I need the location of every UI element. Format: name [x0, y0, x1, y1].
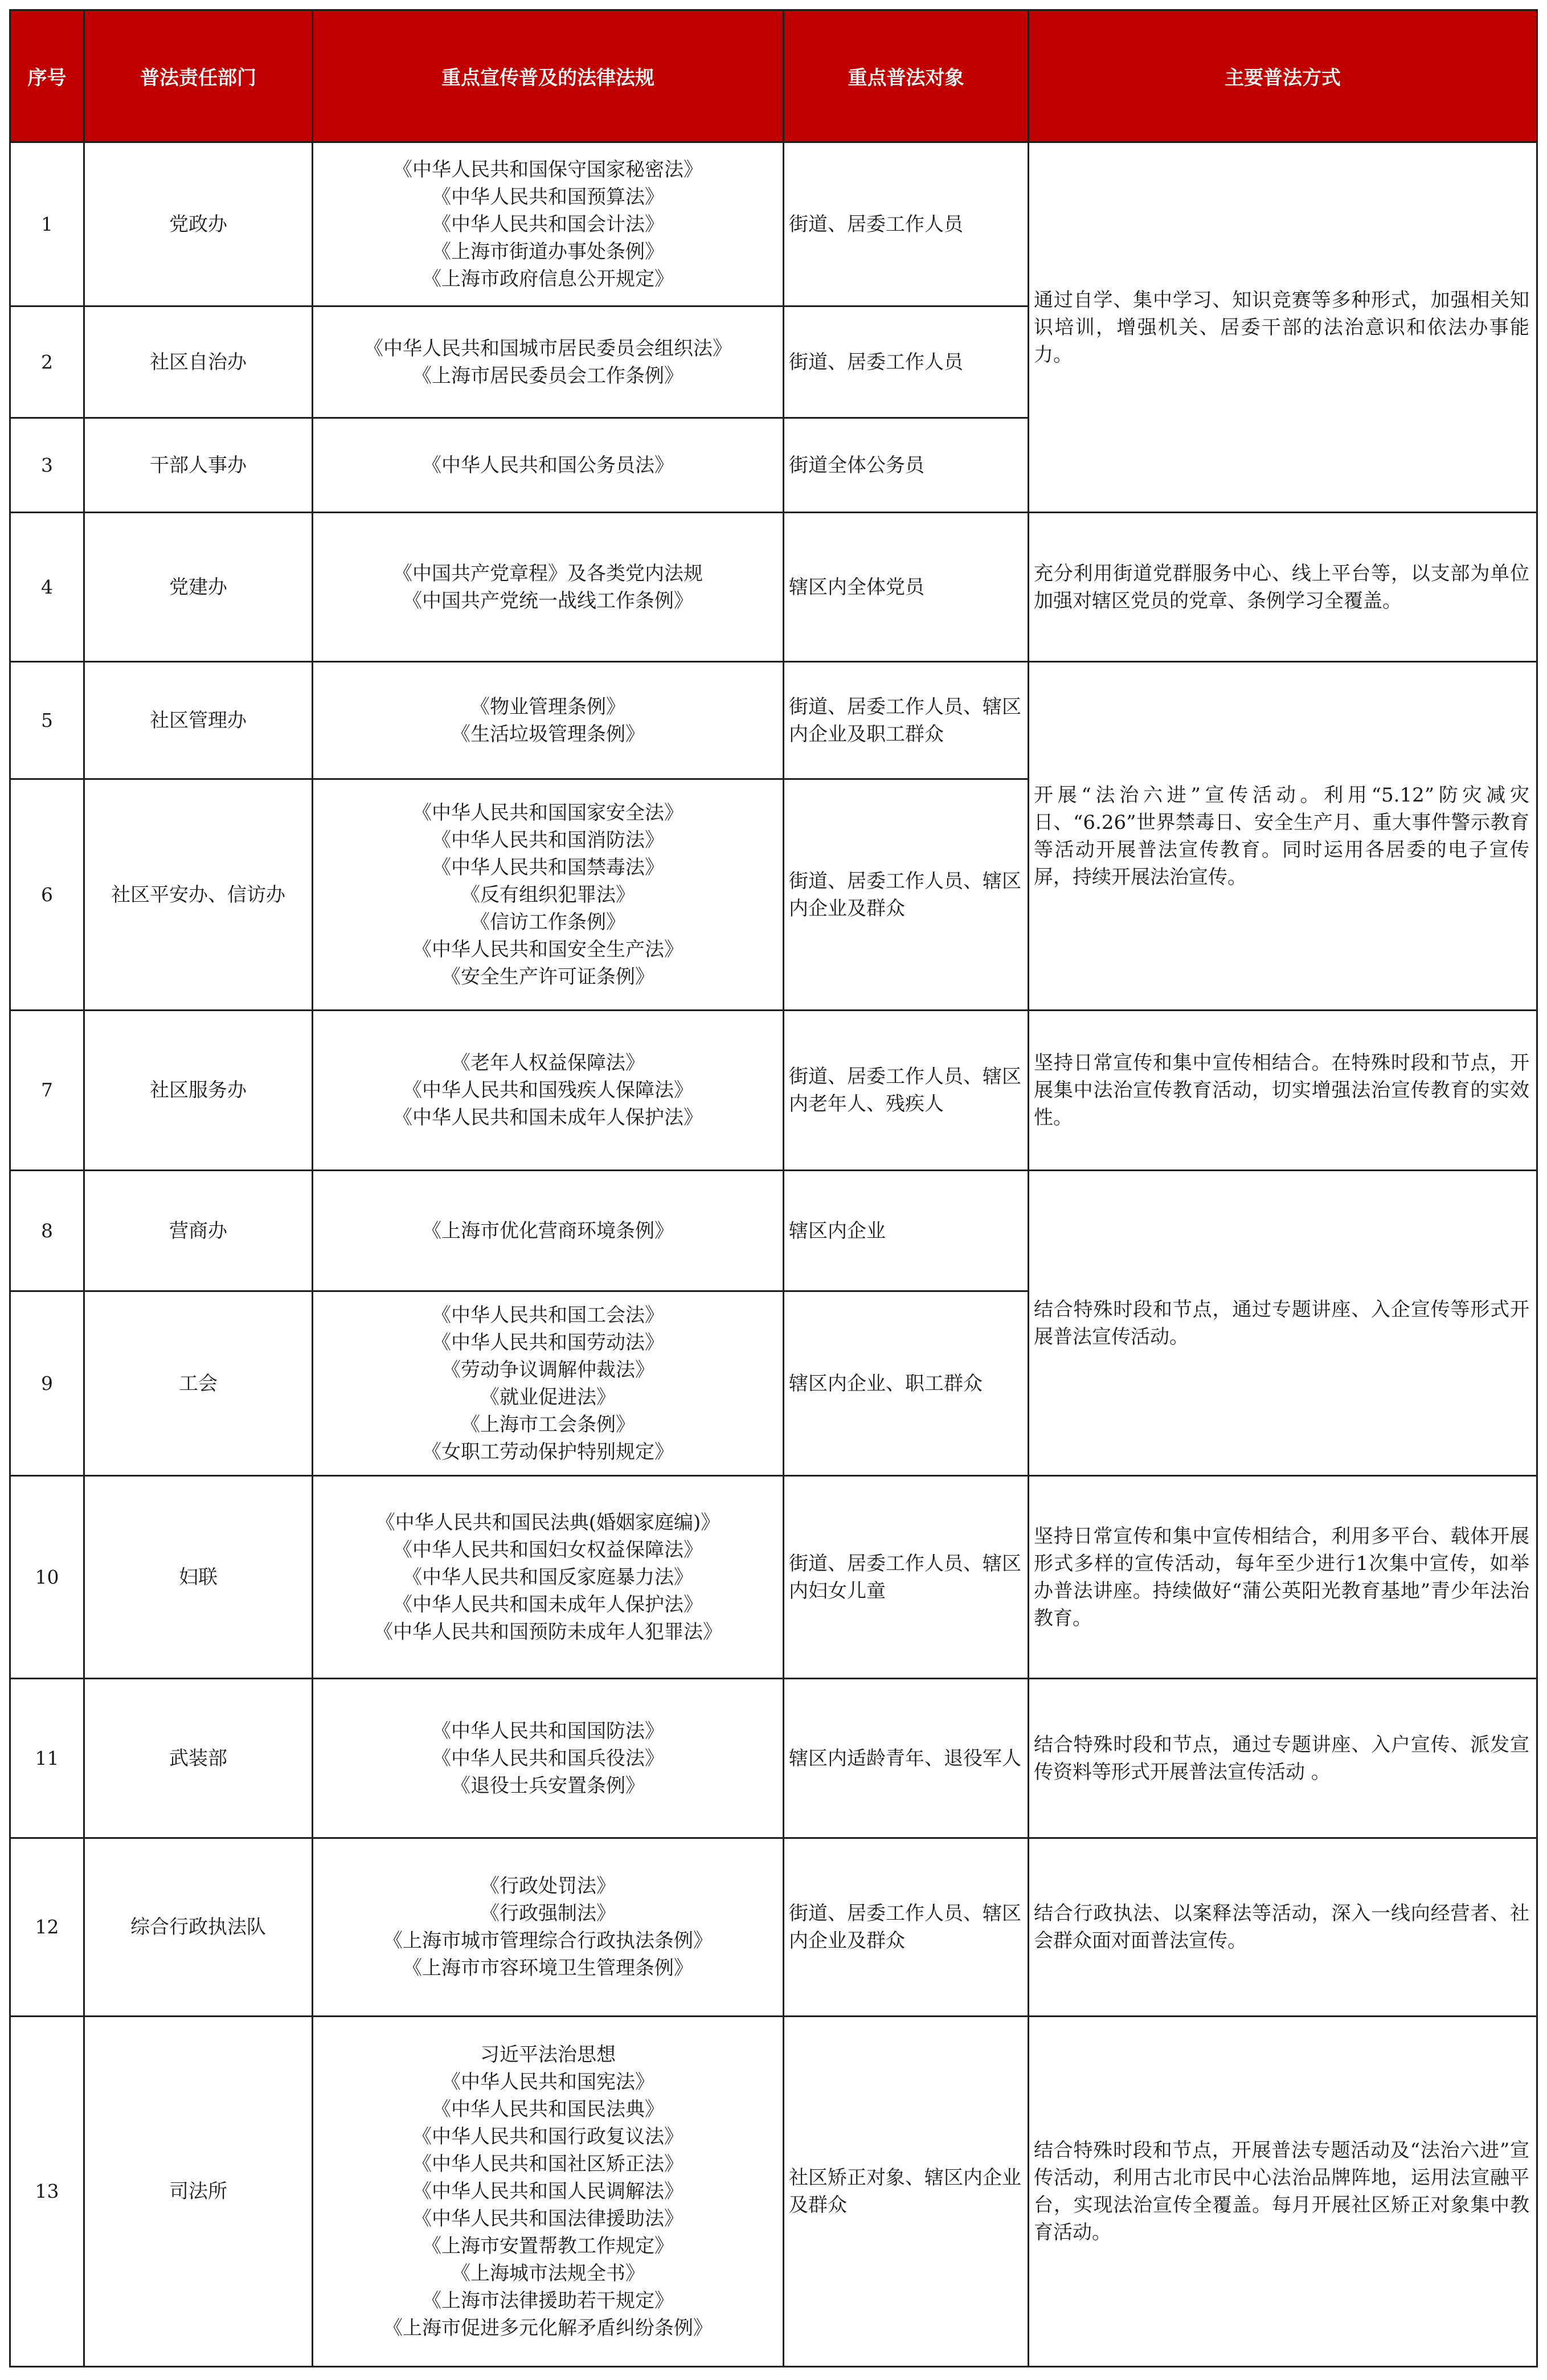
law-item: 《劳动争议调解仲裁法》	[441, 1358, 654, 1381]
targets-cell: 街道、居委工作人员	[784, 306, 1029, 418]
law-item: 《中华人民共和国行政复议法》	[412, 2125, 684, 2148]
serial-number-cell: 13	[10, 2017, 84, 2367]
law-item: 《上海城市法规全书》	[451, 2262, 645, 2285]
law-item: 《就业促进法》	[480, 1385, 616, 1409]
law-item: 《中华人民共和国未成年人保护法》	[393, 1593, 703, 1616]
law-item: 《中华人民共和国法律援助法》	[412, 2207, 684, 2230]
method-cell	[1029, 1476, 1537, 1679]
serial-number-cell: 5	[10, 662, 84, 779]
method-cell	[1029, 1838, 1537, 2017]
header-key-laws: 重点宣传普及的法律法规	[313, 10, 784, 142]
law-item: 《中华人民共和国残疾人保障法》	[403, 1079, 693, 1102]
laws-cell	[313, 1291, 784, 1476]
table-row	[10, 1476, 1537, 1679]
table-row	[10, 142, 1537, 306]
laws-cell	[313, 306, 784, 418]
law-item: 《中华人民共和国安全生产法》	[412, 938, 684, 961]
law-item: 《行政强制法》	[480, 1902, 616, 1925]
law-item: 《中华人民共和国预算法》	[432, 185, 664, 208]
law-item: 《上海市城市管理综合行政执法条例》	[383, 1929, 713, 1952]
law-item: 《中华人民共和国兵役法》	[432, 1747, 664, 1770]
header-key-targets: 重点普法对象	[784, 10, 1029, 142]
laws-cell	[313, 418, 784, 513]
law-item: 《上海市促进多元化解矛盾纠纷条例》	[383, 2317, 713, 2340]
department-cell: 工会	[84, 1291, 313, 1476]
serial-number-cell: 10	[10, 1476, 84, 1679]
law-item: 《行政处罚法》	[480, 1875, 616, 1898]
serial-number-cell: 4	[10, 513, 84, 662]
laws-cell	[313, 1476, 784, 1679]
law-item: 《中华人民共和国民法典》	[432, 2098, 664, 2121]
table-row	[10, 1838, 1537, 2017]
targets-cell: 辖区内全体党员	[784, 513, 1029, 662]
header-row	[10, 10, 1537, 142]
table-body	[10, 142, 1537, 2367]
law-item: 《中国共产党章程》及各类党内法规	[393, 562, 703, 585]
serial-number-cell: 2	[10, 306, 84, 418]
department-cell: 党政办	[84, 142, 313, 306]
law-item: 《中华人民共和国社区矫正法》	[412, 2153, 684, 2175]
law-item: 《上海市居民委员会工作条例》	[412, 364, 684, 387]
laws-cell	[313, 1011, 784, 1171]
method-cell	[1029, 662, 1537, 1011]
targets-cell: 街道、居委工作人员、辖区内企业及群众	[784, 779, 1029, 1011]
law-item: 《退役士兵安置条例》	[451, 1774, 645, 1797]
serial-number-cell: 6	[10, 779, 84, 1011]
targets-cell: 社区矫正对象、辖区内企业及群众	[784, 2017, 1029, 2367]
table-row	[10, 662, 1537, 779]
law-item: 《上海市街道办事处条例》	[432, 240, 664, 263]
department-cell: 妇联	[84, 1476, 313, 1679]
laws-cell	[313, 1838, 784, 2017]
targets-cell: 辖区内企业、职工群众	[784, 1291, 1029, 1476]
table-row	[10, 513, 1537, 662]
targets-cell: 辖区内企业	[784, 1171, 1029, 1291]
header-main-methods: 主要普法方式	[1029, 10, 1537, 142]
table-row	[10, 1171, 1537, 1291]
law-item: 《生活垃圾管理条例》	[451, 722, 645, 746]
department-cell: 干部人事办	[84, 418, 313, 513]
law-item: 《中华人民共和国宪法》	[441, 2071, 654, 2093]
law-publicity-table	[9, 9, 1538, 2367]
serial-number-cell: 9	[10, 1291, 84, 1476]
serial-number-cell: 12	[10, 1838, 84, 2017]
serial-number-cell: 1	[10, 142, 84, 306]
method-cell	[1029, 513, 1537, 662]
method-cell	[1029, 1171, 1537, 1476]
table-row	[10, 1679, 1537, 1838]
law-item: 习近平法治思想	[480, 2043, 616, 2066]
law-item: 《中华人民共和国反家庭暴力法》	[403, 1565, 693, 1589]
method-cell	[1029, 1679, 1537, 1838]
law-item: 《中华人民共和国预防未成年人犯罪法》	[374, 1620, 722, 1643]
law-item: 《中华人民共和国国防法》	[432, 1719, 664, 1743]
laws-cell	[313, 1171, 784, 1291]
law-item: 《反有组织犯罪法》	[461, 883, 635, 906]
method-cell	[1029, 1011, 1537, 1171]
targets-cell: 辖区内适龄青年、退役军人	[784, 1679, 1029, 1838]
method-text: 坚持日常宣传和集中宣传相结合。在特殊时段和节点，开展集中法治宣传教育活动，切实增强法治宣传教育的实效性。	[1034, 1052, 1529, 1129]
law-item: 《安全生产许可证条例》	[441, 965, 654, 988]
law-item: 《上海市政府信息公开规定》	[422, 267, 674, 291]
serial-number-cell: 11	[10, 1679, 84, 1838]
law-item: 《中华人民共和国妇女权益保障法》	[393, 1538, 703, 1561]
laws-cell	[313, 2017, 784, 2367]
targets-cell: 街道全体公务员	[784, 418, 1029, 513]
method-text: 结合特殊时段和节点，开展普法专题活动及“法治六进”宣传活动，利用古北市民中心法治品牌阵地，运用法宣融平台，实现法治宣传全覆盖。每月开展社区矫正对象集中教育活动。	[1034, 2139, 1529, 2244]
law-item: 《女职工劳动保护特别规定》	[422, 1440, 674, 1463]
table-row	[10, 2017, 1537, 2367]
method-text: 通过自学、集中学习、知识竞赛等多种形式，加强相关知识培训，增强机关、居委干部的法治意识和依法办事能力。	[1034, 288, 1529, 366]
law-item: 《中华人民共和国国家安全法》	[412, 801, 684, 824]
law-item: 《中华人民共和国工会法》	[432, 1303, 664, 1327]
law-item: 《中华人民共和国消防法》	[432, 828, 664, 852]
serial-number-cell: 7	[10, 1011, 84, 1171]
department-cell: 综合行政执法队	[84, 1838, 313, 2017]
laws-cell	[313, 1679, 784, 1838]
department-cell: 司法所	[84, 2017, 313, 2367]
targets-cell: 街道、居委工作人员、辖区内老年人、残疾人	[784, 1011, 1029, 1171]
department-cell: 营商办	[84, 1171, 313, 1291]
law-item: 《上海市市容环境卫生管理条例》	[403, 1957, 693, 1980]
method-cell	[1029, 142, 1537, 513]
targets-cell: 街道、居委工作人员、辖区内企业及群众	[784, 1838, 1029, 2017]
targets-cell: 街道、居委工作人员、辖区内企业及职工群众	[784, 662, 1029, 779]
laws-cell	[313, 142, 784, 306]
laws-cell	[313, 513, 784, 662]
law-item: 《中华人民共和国劳动法》	[432, 1331, 664, 1354]
method-text: 开展“法治六进”宣传活动。利用“5.12”防灾减灾日、“6.26”世界禁毒日、安全生产月、重大事件警示教育等活动开展普法宣传教育。同时运用各居委的电子宣传屏，持续开展法治宣传。	[1034, 783, 1529, 889]
law-item: 《中华人民共和国未成年人保护法》	[393, 1106, 703, 1129]
law-item: 《老年人权益保障法》	[451, 1052, 645, 1074]
law-item: 《物业管理条例》	[470, 695, 625, 718]
method-text: 充分利用街道党群服务中心、线上平台等，以支部为单位加强对辖区党员的党章、条例学习全覆盖。	[1034, 562, 1529, 612]
targets-cell: 街道、居委工作人员	[784, 142, 1029, 306]
law-item: 《中华人民共和国民法典(婚姻家庭编)》	[375, 1511, 721, 1534]
department-cell: 武装部	[84, 1679, 313, 1838]
serial-number-cell: 8	[10, 1171, 84, 1291]
laws-cell	[313, 779, 784, 1011]
table-header	[10, 10, 1537, 142]
laws-cell	[313, 662, 784, 779]
department-cell: 社区自治办	[84, 306, 313, 418]
law-item: 《中华人民共和国禁毒法》	[432, 856, 664, 879]
law-item: 《上海市优化营商环境条例》	[422, 1219, 674, 1242]
table-row	[10, 1011, 1537, 1171]
law-item: 《中华人民共和国公务员法》	[422, 453, 674, 477]
law-item: 《上海市法律援助若干规定》	[422, 2289, 674, 2312]
method-cell	[1029, 2017, 1537, 2367]
method-text: 坚持日常宣传和集中宣传相结合，利用多平台、载体开展形式多样的宣传活动，每年至少进行1次集中宣传，如举办普法讲座。持续做好“蒲公英阳光教育基地”青少年法治教育。	[1034, 1524, 1529, 1630]
targets-cell: 街道、居委工作人员、辖区内妇女儿童	[784, 1476, 1029, 1679]
department-cell: 社区平安办、信访办	[84, 779, 313, 1011]
method-text: 结合行政执法、以案释法等活动，深入一线向经营者、社会群众面对面普法宣传。	[1034, 1902, 1529, 1952]
method-text: 结合特殊时段和节点，通过专题讲座、入企宣传等形式开展普法宣传活动。	[1034, 1298, 1529, 1348]
law-item: 《中国共产党统一战线工作条例》	[403, 589, 693, 612]
law-item: 《信访工作条例》	[470, 910, 625, 934]
law-item: 《上海市工会条例》	[461, 1413, 635, 1436]
law-item: 《上海市安置帮教工作规定》	[422, 2235, 674, 2258]
law-item: 《中华人民共和国保守国家秘密法》	[393, 158, 703, 181]
law-item: 《中华人民共和国城市居民委员会组织法》	[364, 337, 732, 360]
serial-number-cell: 3	[10, 418, 84, 513]
department-cell: 党建办	[84, 513, 313, 662]
method-text: 结合特殊时段和节点，通过专题讲座、入户宣传、派发宣传资料等形式开展普法宣传活动 。	[1034, 1733, 1529, 1784]
header-serial-number: 序号	[10, 10, 84, 142]
department-cell: 社区管理办	[84, 662, 313, 779]
header-responsible-department: 普法责任部门	[84, 10, 313, 142]
law-item: 《中华人民共和国会计法》	[432, 212, 664, 236]
department-cell: 社区服务办	[84, 1011, 313, 1171]
law-item: 《中华人民共和国人民调解法》	[412, 2180, 684, 2203]
